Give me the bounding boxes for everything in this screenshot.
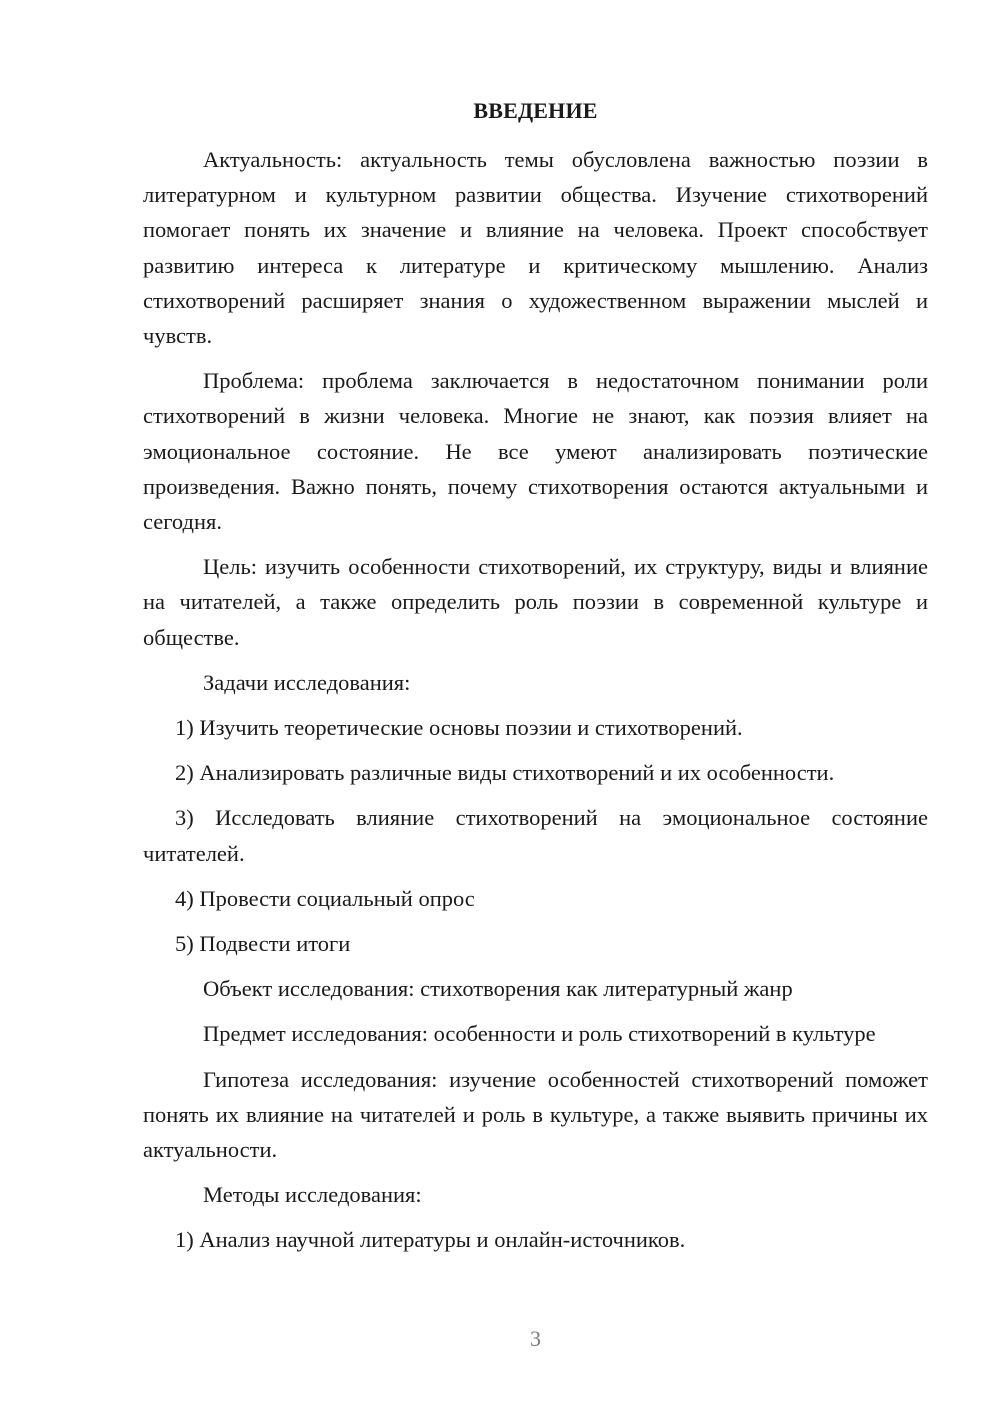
goal-paragraph: Цель: изучить особенности стихотворений, их структуру, виды и влияние на читателей, а также определить роль поэзии в современной культуре и обществе. [143, 554, 928, 650]
problem-paragraph: Проблема: проблема заключается в недостаточном понимании роли стихотворений в жизни человека. Многие не знают, как поэзия влияет на эмоциональное состояние. Не все умеют анализировать поэтические произведения. Важно понять, почему стихотворения остаются актуальными и сегодня. [143, 368, 928, 535]
subject-paragraph: Предмет исследования: особенности и роль стихотворений в культуре [203, 1021, 876, 1047]
methods-heading: Методы исследования: [203, 1182, 422, 1208]
document-body [143, 142, 928, 1258]
object-paragraph: Объект исследования: стихотворения как литературный жанр [203, 976, 793, 1002]
hypothesis-paragraph: Гипотеза исследования: изучение особенностей стихотворений поможет понять их влияние на читателей и роль в культуре, а также выявить причины их актуальности. [143, 1066, 928, 1163]
document-page [143, 0, 928, 1414]
relevance-paragraph: Актуальность: актуальность темы обусловлена важностью поэзии в литературном и культурном развитии общества. Изучение стихотворений помогает понять их значение и влияние на человека. Проект способствует развитию интереса к литературе и критическому мышлению. Анализ стихотворений расширяет знания о художественном выражении мыслей и чувств. [143, 147, 928, 349]
page-number: 3 [530, 1326, 541, 1351]
task-item-4: 4) Провести социальный опрос [175, 885, 475, 911]
task-item-5: 5) Подвести итоги [175, 931, 351, 957]
tasks-heading: Задачи исследования: [203, 669, 411, 695]
section-title: ВВЕДЕНИЕ [473, 98, 598, 123]
task-item-2: 2) Анализировать различные виды стихотворений и их особенности. [175, 760, 835, 786]
task-item-1: 1) Изучить теоретические основы поэзии и стихотворений. [175, 715, 743, 741]
task-item-3: 3) Исследовать влияние стихотворений на эмоциональное состояние читателей. [143, 805, 928, 866]
method-item-1: 1) Анализ научной литературы и онлайн-источников. [175, 1227, 686, 1253]
